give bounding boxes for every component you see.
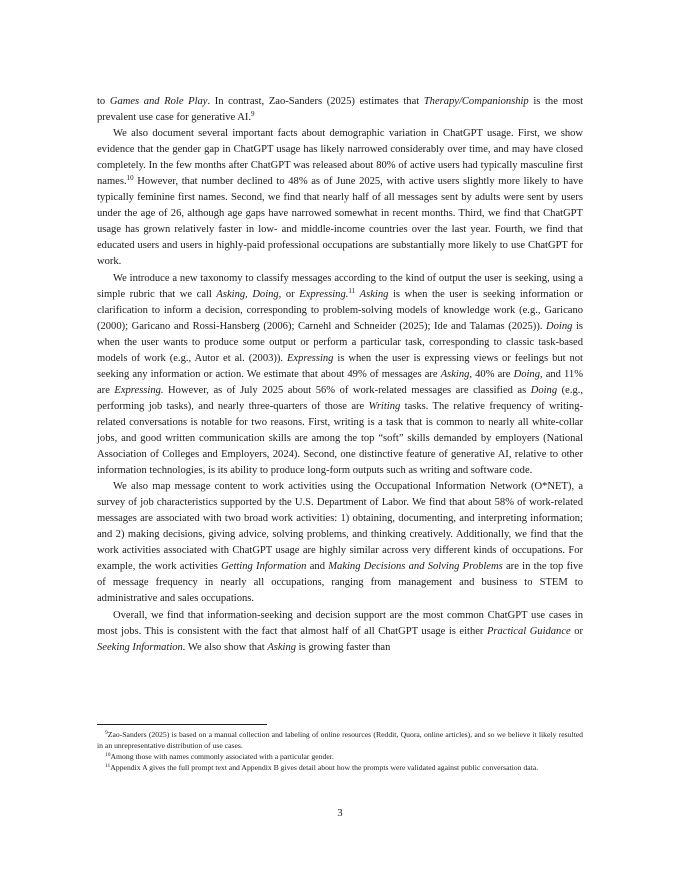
footnote-number: 9 <box>105 730 108 736</box>
emphasis-text: Expressing <box>286 352 334 364</box>
text-run: or <box>570 625 583 637</box>
text-run: , and 11% are <box>97 368 583 396</box>
paragraph <box>97 479 583 607</box>
emphasis-text: Writing <box>368 400 401 412</box>
paragraph <box>97 271 583 480</box>
text-run: are in the top five of message frequency in nearly all occupations, ranging from management and business to STEM to administrative and sales occupations. <box>97 561 583 605</box>
footnote-text: Among those with names commonly associated with a particular gender. <box>110 751 334 761</box>
text-run: We also show that <box>185 641 268 653</box>
text-run: . In contrast, Zao-Sanders (2025) estimates that <box>207 96 424 107</box>
text-run: is growing faster than <box>296 641 391 653</box>
emphasis-text: Therapy/Companionship <box>423 96 529 107</box>
text-run: to <box>97 96 110 107</box>
text-run: , 40% are <box>469 368 514 380</box>
body-text <box>97 94 583 656</box>
text-run: We also document several important facts about demographic variation in ChatGPT usage. First, we show evidence that the gender gap in ChatGPT usage has likely narrowed considerably over time, and may have closed completely. In the few months after ChatGPT was released about 80% of active users had typically masculine first names. <box>97 128 583 188</box>
emphasis-text: Games and Role Play <box>109 96 208 107</box>
emphasis-text: Getting Information <box>221 561 307 573</box>
footnote <box>97 730 583 752</box>
footnote-list <box>97 730 583 774</box>
text-run: is when the user wants to produce some output or perform a particular task, corresponding to classic task-based models of work (e.g., Autor et al. (2003)). <box>97 320 584 364</box>
page-number: 3 <box>337 808 343 819</box>
emphasis-text: Expressing. <box>299 288 349 300</box>
emphasis-text: Asking, Doing, <box>216 288 282 300</box>
emphasis-text: Expressing. <box>114 384 164 396</box>
paragraph <box>97 608 583 656</box>
text-run: We also map message content to work activities using the Occupational Information Network (O*NET), a survey of job characteristics supported by the U.S. Department of Labor. We find that about 58% of work-related messages are associated with two broad work activities: 1) obtaining, documenting, and interpreting information; and 2) making decisions, giving advice, solving problems, and thinking creatively. Additionally, we find that the work activities associated with ChatGPT usage are highly similar across very different kinds of occupations. For example, the work activities <box>97 481 583 573</box>
footnote-marker: 11 <box>348 286 356 295</box>
emphasis-text: Asking <box>267 641 297 653</box>
emphasis-text: Asking <box>440 368 470 380</box>
text-run: is when the user is seeking information or clarification to inform a decision, corresponding to problem-solving models of knowledge work (e.g., Garicano (2000); Garicano and Rossi-Hansberg (2006); Carnehl and Schneider (2025); Ide and Talamas (2025)). <box>97 288 584 332</box>
emphasis-text: Doing <box>546 320 573 332</box>
emphasis-text: Asking <box>359 288 389 300</box>
emphasis-text: Practical Guidance <box>486 625 571 637</box>
text-run: is when the user is expressing views or feelings but not seeking any information or action. We estimate that about 49% of messages are <box>97 352 583 380</box>
emphasis-text: Seeking Information. <box>97 641 186 653</box>
paragraph <box>97 126 583 270</box>
emphasis-text: Making Decisions and Solving Problems <box>328 561 503 573</box>
text-run: Overall, we find that information-seeking and decision support are the most common ChatGPT use cases in most jobs. This is consistent with the fact that almost half of all ChatGPT usage is either <box>97 609 583 637</box>
text-run: and <box>306 561 329 573</box>
emphasis-text: Doing <box>530 384 558 396</box>
text-run: tasks. The relative frequency of writing-related conversations is notable for two reasons. First, writing is a task that is common to nearly all white-collar jobs, and good written communication skills are among the top “soft” skills demanded by employers (National Association of Colleges and Employers, 2024). Second, one distinctive feature of generative AI, relative to other information technologies, is its ability to produce long-form outputs such as writing and software code. <box>97 400 583 477</box>
footnote-number: 11 <box>105 762 111 769</box>
text-run: or <box>281 288 300 300</box>
footnote-marker: 9 <box>251 110 255 119</box>
footnote-text: Zao-Sanders (2025) is based on a manual collection and labeling of online resources (Reddit, Quora, online articles), and so we believe it likely resulted in an unrepresentative distribution of use cases. <box>97 730 583 750</box>
emphasis-text: Doing <box>513 368 540 380</box>
footnote-rule <box>97 724 267 725</box>
footnote-number: 10 <box>105 751 111 758</box>
footnote-marker: 10 <box>126 174 134 183</box>
footnotes <box>97 724 583 774</box>
text-run: (e.g., performing job tasks), and nearly three-quarters of those are <box>97 384 584 412</box>
text-run: However, that number declined to 48% as of June 2025, with active users slightly more likely to have typically feminine first names. Second, we find that nearly half of all messages sent by adults were sent by users under the age of 26, although age gaps have narrowed somewhat in recent months. Third, we find that ChatGPT usage has grown relatively faster in low- and middle-income countries over the last year. Fourth, we find that educated users and users in highly-paid professional occupations are substantially more likely to use ChatGPT for work. <box>97 176 583 268</box>
text-run: is the most prevalent use case for generative AI. <box>97 96 584 124</box>
text-run: However, as of July 2025 about 56% of work-related messages are classified as <box>163 384 531 396</box>
paragraph <box>97 94 583 126</box>
text-run: We introduce a new taxonomy to classify messages according to the kind of output the user is seeking, using a simple rubric that we call <box>97 272 583 300</box>
footnote <box>97 763 583 774</box>
footnote-text: Appendix A gives the full prompt text and Appendix B gives detail about how the prompts were validated against public conversation data. <box>110 762 539 772</box>
footnote <box>97 752 583 763</box>
